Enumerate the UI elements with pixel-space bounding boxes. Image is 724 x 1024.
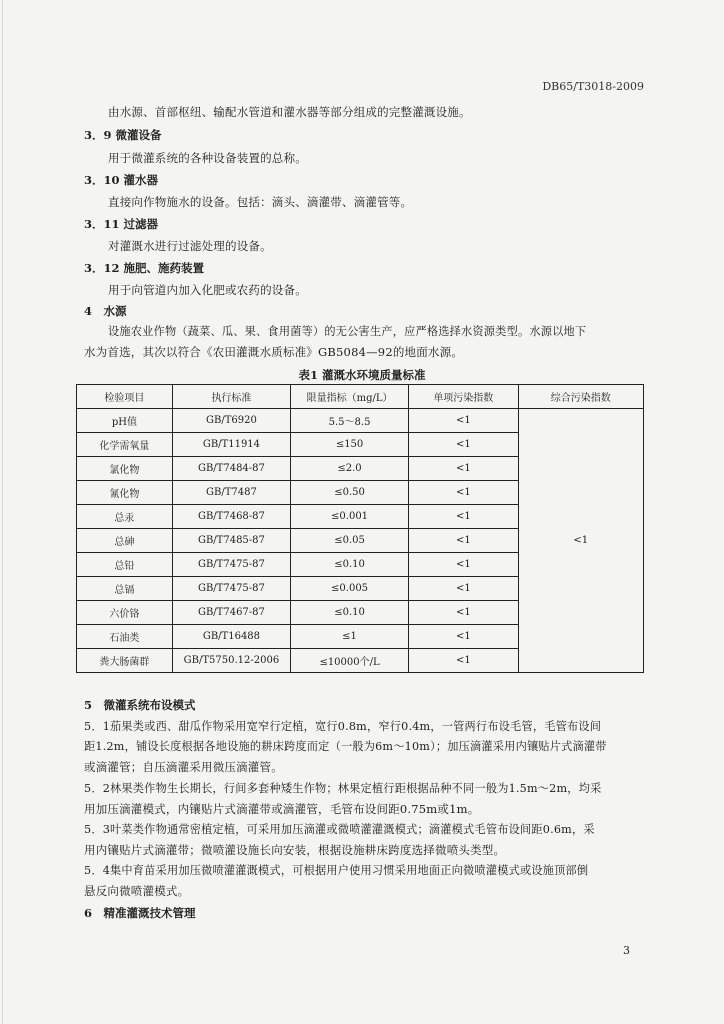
cell-single-index: <1 [409,457,519,481]
cell-standard: GB/T16488 [172,625,290,649]
cell-standard: GB/T7484-87 [172,457,290,481]
cell-limit: ≤0.005 [291,577,409,601]
scan-edge-line [2,0,3,1024]
cell-limit: ≤0.50 [291,481,409,505]
header-limit: 限量指标（mg/L） [291,385,409,409]
section-5-1-line-1: 5．1茄果类或西、甜瓜作物采用宽窄行定植，宽行0.8m，窄行0.4m，一管两行布设毛管，毛管布设间 [84,720,602,733]
standard-code: DB65/T3018-2009 [542,80,644,93]
section-5-title: 5 微灌系统布设模式 [84,698,196,712]
cell-single-index: <1 [409,601,519,625]
cell-limit: ≤10000个/L [291,649,409,673]
cell-limit: ≤150 [291,433,409,457]
cell-single-index: <1 [409,481,519,505]
section-6-title: 6 精准灌溉技术管理 [84,906,196,920]
cell-limit: 5.5～8.5 [291,409,409,433]
table-caption: 表1 灌溉水环境质量标准 [298,368,426,382]
section-5-4-line-1: 5．4集中育苗采用加压微喷灌灌溉模式，可根据用户使用习惯采用地面正向微喷灌模式或设施顶部倒 [84,864,589,877]
cell-standard: GB/T5750.12-2006 [172,649,290,673]
cell-single-index: <1 [409,433,519,457]
section-5-2-line-1: 5．2林果类作物生长期长，行间多套种矮生作物；林果定植行距根据品种不同一般为1.5m～2m，均采 [84,782,602,795]
header-standard: 执行标准 [172,385,290,409]
cell-item: 粪大肠菌群 [77,649,173,673]
cell-standard: GB/T6920 [172,409,290,433]
header-single-index: 单项污染指数 [409,385,519,409]
cell-item: 氯化物 [77,457,173,481]
cell-standard: GB/T7475-87 [172,577,290,601]
cell-standard: GB/T11914 [172,433,290,457]
cell-standard: GB/T7475-87 [172,553,290,577]
section-3-11-title: 3．11 过滤器 [84,217,159,231]
cell-item: 氰化物 [77,481,173,505]
section-5-3-line-2: 用内镶贴片式滴灌带；微喷灌设施长向安装，根据设施耕床跨度选择微喷头类型。 [84,843,506,857]
cell-limit: ≤0.10 [291,601,409,625]
section-3-12-body: 用于向管道内加入化肥或农药的设备。 [108,283,307,297]
cell-single-index: <1 [409,649,519,673]
cell-item: 总镉 [77,577,173,601]
section-4-line-2: 水为首选，其次以符合《农田灌溉水质标准》GB5084—92的地面水源。 [84,345,464,359]
cell-limit: ≤0.05 [291,529,409,553]
section-4-line-1: 设施农业作物（蔬菜、瓜、果、食用菌等）的无公害生产，应严格选择水资源类型。水源以地下 [108,325,587,338]
cell-item: pH值 [77,409,173,433]
cell-item: 石油类 [77,625,173,649]
cell-limit: ≤0.10 [291,553,409,577]
section-3-9-title: 3．9 微灌设备 [84,128,162,142]
cell-single-index: <1 [409,553,519,577]
section-5-3-line-1: 5．3叶菜类作物通常密植定植，可采用加压滴灌或微喷灌灌溉模式；滴灌模式毛管布设间距0.6m，采 [84,823,595,836]
page-number: 3 [623,944,630,957]
section-4-title: 4 水源 [84,304,127,318]
cell-standard: GB/T7467-87 [172,601,290,625]
cell-item: 化学需氧量 [77,433,173,457]
cell-single-index: <1 [409,505,519,529]
section-3-12-title: 3．12 施肥、施药装置 [84,261,205,275]
cell-standard: GB/T7487 [172,481,290,505]
section-3-11-body: 对灌溉水进行过滤处理的设备。 [108,239,272,253]
cell-combined-index: <1 [518,409,643,673]
water-quality-table [76,384,644,673]
cell-single-index: <1 [409,529,519,553]
section-3-10-title: 3．10 灌水器 [84,173,159,187]
header-combined-index: 综合污染指数 [518,385,643,409]
section-5-2-line-2: 用加压滴灌模式，内镶贴片式滴灌带或滴灌管，毛管布设间距0.75m或1m。 [84,802,480,816]
section-5-1-line-2: 距1.2m，铺设长度根据各地设施的耕床跨度而定（一般为6m～10m）；加压滴灌采用内镶贴片式滴灌带 [84,740,607,753]
cell-item: 总砷 [77,529,173,553]
cell-single-index: <1 [409,577,519,601]
header-test-item: 检验项目 [77,385,173,409]
cell-standard: GB/T7485-87 [172,529,290,553]
cell-limit: ≤2.0 [291,457,409,481]
cell-item: 六价铬 [77,601,173,625]
table-row [77,409,644,433]
table-header-row [77,385,644,409]
cell-standard: GB/T7468-87 [172,505,290,529]
section-5-1-line-3: 或滴灌管；自压滴灌采用微压滴灌管。 [84,760,283,774]
cell-item: 总汞 [77,505,173,529]
cell-single-index: <1 [409,409,519,433]
intro-line: 由水源、首部枢纽、输配水管道和灌水器等部分组成的完整灌溉设施。 [108,105,471,119]
section-3-10-body: 直接向作物施水的设备。包括：滴头、滴灌带、滴灌管等。 [108,195,413,209]
cell-single-index: <1 [409,625,519,649]
cell-limit: ≤1 [291,625,409,649]
section-5-4-line-2: 悬反向微喷灌模式。 [84,884,190,898]
cell-limit: ≤0.001 [291,505,409,529]
cell-item: 总铅 [77,553,173,577]
section-3-9-body: 用于微灌系统的各种设备装置的总称。 [108,151,307,165]
